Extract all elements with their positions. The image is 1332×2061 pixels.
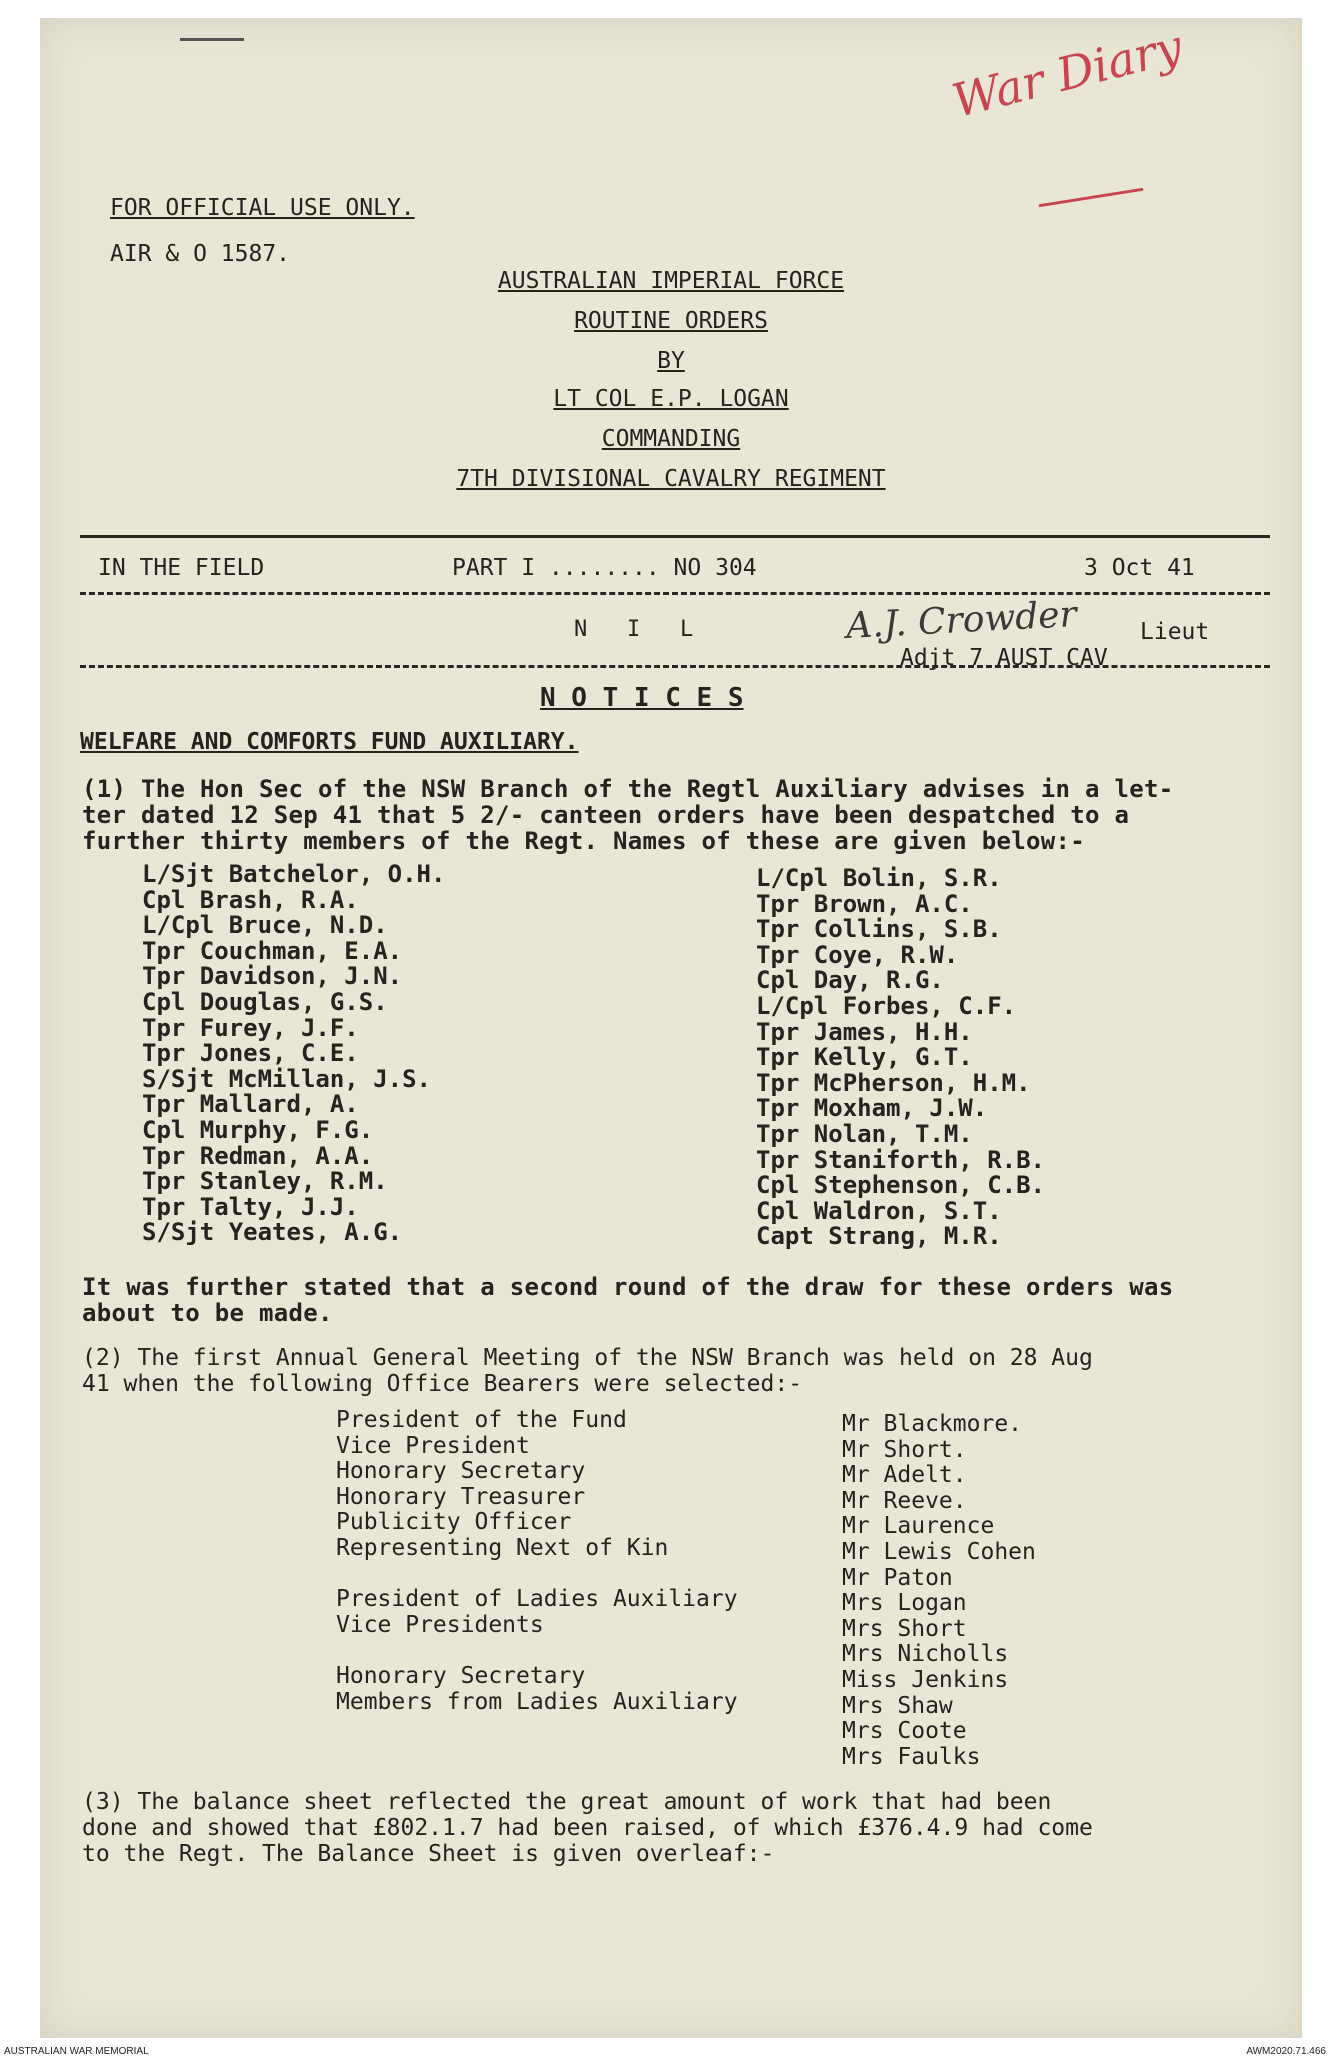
para1-line-1: (1) The Hon Sec of the NSW Branch of the Regtl Auxiliary advises in a let-: [82, 775, 1174, 803]
names-left-list: [142, 862, 445, 1246]
para2-line-2: 41 when the following Office Bearers were selected:-: [82, 1371, 803, 1397]
list-item: S/Sjt Yeates, A.G.: [142, 1218, 403, 1247]
list-item: Mrs Faulks: [842, 1743, 981, 1770]
order-date: 3 Oct 41: [1084, 555, 1195, 581]
signature-rule: [80, 665, 1270, 668]
list-item: Cpl Brash, R.A.: [142, 885, 359, 914]
reference-number: AIR & O 1587.: [110, 241, 291, 267]
list-item: [336, 1638, 738, 1664]
section-title: WELFARE AND COMFORTS FUND AUXILIARY.: [80, 729, 579, 755]
list-item: Tpr Collins, S.B.: [756, 915, 1002, 944]
header-rule-dashed: [80, 592, 1270, 595]
list-item: Mrs Shaw: [842, 1692, 953, 1719]
list-item: Mrs Nicholls: [842, 1641, 1009, 1668]
list-item: President of the Fund: [336, 1407, 627, 1433]
list-item: Honorary Secretary: [336, 1458, 586, 1485]
list-item: Tpr Brown, A.C.: [756, 889, 973, 918]
list-item: Mr Reeve.: [842, 1487, 967, 1514]
list-item: Capt Strang, M.R.: [756, 1222, 1002, 1251]
signature-rank: Lieut: [1140, 619, 1210, 645]
list-item: S/Sjt McMillan, J.S.: [142, 1064, 431, 1093]
para1-end-line-2: about to be made.: [82, 1299, 333, 1327]
list-item: Miss Jenkins: [842, 1666, 1009, 1693]
punch-mark: [180, 38, 244, 41]
list-item: Vice Presidents: [336, 1611, 544, 1638]
para3-line-1: (3) The balance sheet reflected the great amount of work that had been: [82, 1789, 1052, 1815]
list-item: Tpr McPherson, H.M.: [756, 1068, 1031, 1097]
list-item: L/Cpl Bruce, N.D.: [142, 911, 388, 940]
nil-text: N I L: [574, 617, 694, 642]
list-item: L/Sjt Batchelor, O.H.: [142, 860, 446, 888]
list-item: Tpr Jones, C.E.: [142, 1039, 359, 1068]
list-item: Tpr Nolan, T.M.: [756, 1119, 973, 1148]
header-rule-top: [80, 535, 1270, 538]
list-item: Mr Blackmore.: [842, 1411, 1023, 1437]
list-item: Tpr Couchman, E.A.: [142, 936, 403, 965]
list-item: Mr Adelt.: [842, 1462, 967, 1489]
list-item: Publicity Officer: [336, 1509, 572, 1536]
para1-line-3: further thirty members of the Regt. Names of these are given below:-: [82, 827, 1085, 855]
para1-end-line-1: It was further stated that a second round of the draw for these orders was: [82, 1273, 1174, 1301]
signature-role: Adjt 7 AUST CAV: [900, 645, 1108, 671]
signature: A.J. Crowder: [845, 593, 1078, 648]
list-item: L/Cpl Bolin, S.R.: [756, 864, 1002, 892]
in-the-field: IN THE FIELD: [98, 555, 265, 581]
list-item: Tpr Stanley, R.M.: [142, 1167, 388, 1196]
office-holders-list: [842, 1412, 1036, 1770]
list-item: Mr Laurence: [842, 1513, 995, 1540]
para3-line-2: done and showed that £802.1.7 had been raised, of which £376.4.9 had come: [82, 1815, 1093, 1841]
heading-line-2: ROUTINE ORDERS: [574, 308, 768, 334]
list-item: Tpr Furey, J.F.: [142, 1013, 359, 1042]
list-item: Tpr James, H.H.: [756, 1017, 973, 1046]
heading-line-1: AUSTRALIAN IMPERIAL FORCE: [497, 268, 845, 294]
heading-line-5: COMMANDING: [601, 426, 741, 452]
document-page: [40, 18, 1302, 2038]
list-item: Mrs Coote: [842, 1718, 967, 1745]
footer-credit: AUSTRALIAN WAR MEMORIAL: [4, 2046, 149, 2057]
notices-title: N O T I C E S: [540, 683, 744, 713]
list-item: Cpl Douglas, G.S.: [142, 987, 388, 1016]
part-number: PART I ........ NO 304: [452, 555, 757, 581]
list-item: Tpr Redman, A.A.: [142, 1141, 374, 1170]
list-item: Cpl Waldron, S.T.: [756, 1196, 1002, 1225]
list-item: Tpr Staniforth, R.B.: [756, 1145, 1045, 1174]
list-item: Tpr Talty, J.J.: [142, 1192, 359, 1221]
list-item: L/Cpl Forbes, C.F.: [756, 991, 1017, 1020]
list-item: Cpl Murphy, F.G.: [142, 1115, 374, 1144]
office-titles-list: [336, 1408, 738, 1715]
heading-line-4: LT COL E.P. LOGAN: [553, 386, 789, 412]
list-item: Cpl Stephenson, C.B.: [756, 1171, 1045, 1200]
list-item: Honorary Secretary: [336, 1662, 586, 1689]
heading-line-3: BY: [657, 348, 685, 374]
annotation-underline: [1038, 188, 1143, 208]
list-item: Honorary Treasurer: [336, 1483, 586, 1510]
list-item: Mrs Logan: [842, 1590, 967, 1617]
list-item: Cpl Day, R.G.: [756, 966, 944, 995]
list-item: Members from Ladies Auxiliary: [336, 1688, 738, 1715]
list-item: President of Ladies Auxiliary: [336, 1586, 738, 1613]
list-item: Tpr Moxham, J.W.: [756, 1094, 988, 1123]
list-item: Tpr Coye, R.W.: [756, 940, 959, 969]
footer-accession-number: AWM2020.71.466: [1246, 2046, 1326, 2057]
para1-line-2: ter dated 12 Sep 41 that 5 2/- canteen orders have been despatched to a: [82, 801, 1130, 829]
list-item: Vice President: [336, 1432, 530, 1459]
war-diary-annotation: War Diary: [946, 18, 1188, 128]
list-item: Tpr Mallard, A.: [142, 1090, 359, 1119]
list-item: Mrs Short: [842, 1615, 967, 1642]
list-item: Mr Paton: [842, 1564, 953, 1591]
para2-line-1: (2) The first Annual General Meeting of the NSW Branch was held on 28 Aug: [82, 1345, 1093, 1371]
list-item: Tpr Davidson, J.N.: [142, 962, 403, 991]
official-use-label: FOR OFFICIAL USE ONLY.: [110, 195, 415, 221]
names-right-list: [756, 866, 1045, 1250]
list-item: Mr Short.: [842, 1436, 967, 1463]
list-item: Tpr Kelly, G.T.: [756, 1043, 973, 1072]
list-item: Representing Next of Kin: [336, 1534, 669, 1561]
list-item: [336, 1562, 738, 1588]
list-item: Mr Lewis Cohen: [842, 1538, 1036, 1565]
para3-line-3: to the Regt. The Balance Sheet is given overleaf:-: [82, 1841, 775, 1867]
heading-line-6: 7TH DIVISIONAL CAVALRY REGIMENT: [456, 466, 886, 492]
